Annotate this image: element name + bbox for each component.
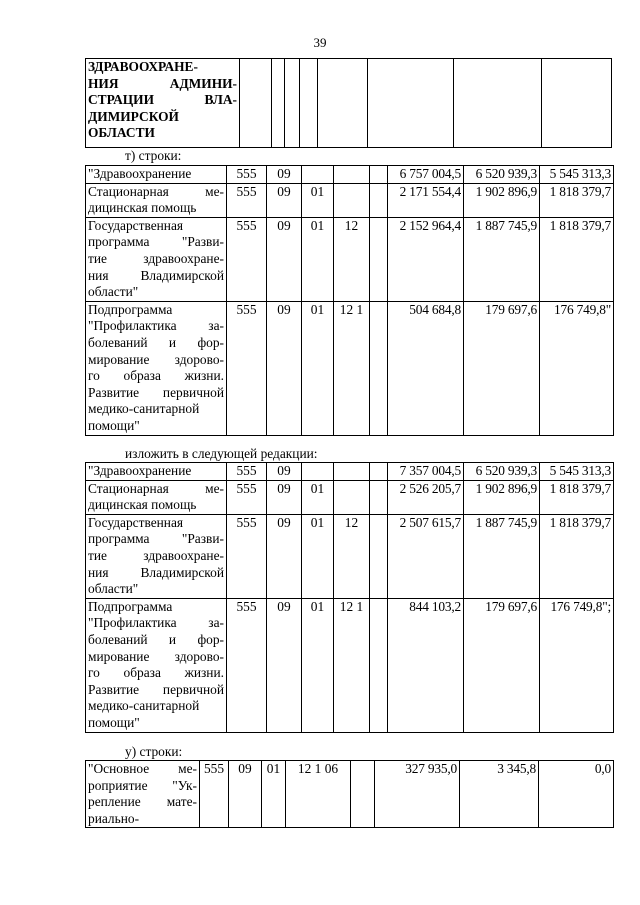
caption-u: у) строки: bbox=[125, 744, 183, 759]
row-name-line: Развитие первичной bbox=[88, 384, 224, 400]
empty-cell bbox=[318, 59, 368, 148]
amount-year-3: 1 818 379,7 bbox=[540, 183, 614, 217]
subsection-code bbox=[302, 166, 334, 184]
row-name-line: программа "Разви- bbox=[88, 531, 224, 547]
row-name bbox=[86, 480, 227, 514]
row-name bbox=[86, 761, 200, 828]
expense-type-code bbox=[370, 514, 388, 598]
amount-year-1: 2 507 615,7 bbox=[388, 514, 464, 598]
row-name-line: области" bbox=[88, 284, 139, 300]
subsection-code: 01 bbox=[302, 183, 334, 217]
row-name-line: Подпрограмма bbox=[88, 301, 173, 317]
subsection-code: 01 bbox=[302, 480, 334, 514]
budget-table-u bbox=[85, 760, 614, 828]
row-name-line: Государственная bbox=[88, 217, 184, 233]
target-article-code: 12 bbox=[334, 514, 370, 598]
amount-year-3: 1 818 379,7 bbox=[540, 480, 614, 514]
heading-line: НИЯ АДМИНИ- bbox=[88, 75, 237, 91]
table-row bbox=[86, 217, 614, 301]
table-row bbox=[86, 166, 614, 184]
expense-type-code bbox=[370, 301, 388, 435]
row-name-line: Подпрограмма bbox=[88, 598, 173, 614]
table-row bbox=[86, 761, 614, 828]
ministry-code: 555 bbox=[227, 183, 267, 217]
target-article-code: 12 bbox=[334, 217, 370, 301]
row-name-line: "Основное ме- bbox=[88, 761, 197, 776]
section-code: 09 bbox=[229, 761, 262, 828]
ministry-code: 555 bbox=[227, 217, 267, 301]
row-name-line: "Здравоохранение bbox=[88, 463, 192, 478]
amount-year-1: 7 357 004,5 bbox=[388, 463, 464, 481]
row-name-line: мирование здорово- bbox=[88, 648, 224, 664]
expense-type-code bbox=[370, 166, 388, 184]
target-article-code: 12 1 bbox=[334, 598, 370, 732]
row-name-line: Развитие первичной bbox=[88, 681, 224, 697]
amount-year-1: 6 757 004,5 bbox=[388, 166, 464, 184]
amount-year-3: 0,0 bbox=[539, 761, 614, 828]
table-row bbox=[86, 301, 614, 435]
amount-year-2: 6 520 939,3 bbox=[464, 463, 540, 481]
caption-replace: изложить в следующей редакции: bbox=[125, 446, 318, 461]
amount-year-1: 2 152 964,4 bbox=[388, 217, 464, 301]
target-article-code: 12 1 bbox=[334, 301, 370, 435]
ministry-code: 555 bbox=[227, 514, 267, 598]
target-article-code bbox=[334, 480, 370, 514]
amount-year-2: 1 887 745,9 bbox=[464, 514, 540, 598]
amount-year-1: 504 684,8 bbox=[388, 301, 464, 435]
amount-year-3: 176 749,8"; bbox=[540, 598, 614, 732]
row-name-line: Стационарная ме- bbox=[88, 183, 224, 199]
section-code: 09 bbox=[267, 514, 302, 598]
amount-year-3: 1 818 379,7 bbox=[540, 514, 614, 598]
expense-type-code bbox=[351, 761, 375, 828]
section-code: 09 bbox=[267, 598, 302, 732]
row-name-line: "Здравоохранение bbox=[88, 166, 192, 181]
row-name-line: болеваний и фор- bbox=[88, 631, 224, 647]
row-name-line: риально- bbox=[88, 810, 140, 826]
page-number: 39 bbox=[313, 35, 327, 50]
ministry-code: 555 bbox=[227, 480, 267, 514]
row-name-line: роприятие "Ук- bbox=[88, 777, 197, 793]
target-article-code bbox=[334, 166, 370, 184]
row-name-line: медико-санитарной bbox=[88, 401, 200, 417]
ministry-code: 555 bbox=[200, 761, 229, 828]
expense-type-code bbox=[370, 598, 388, 732]
amount-year-3: 5 545 313,3 bbox=[540, 166, 614, 184]
section-code: 09 bbox=[267, 217, 302, 301]
row-name bbox=[86, 217, 227, 301]
empty-cell bbox=[368, 59, 454, 148]
row-name-line: области" bbox=[88, 581, 139, 597]
budget-table-new bbox=[85, 462, 614, 733]
subsection-code bbox=[302, 463, 334, 481]
section-code: 09 bbox=[267, 480, 302, 514]
ministry-code: 555 bbox=[227, 463, 267, 481]
amount-year-1: 844 103,2 bbox=[388, 598, 464, 732]
row-name-line: мирование здорово- bbox=[88, 351, 224, 367]
amount-year-3: 1 818 379,7 bbox=[540, 217, 614, 301]
row-name-line: "Профилактика за- bbox=[88, 318, 224, 334]
subsection-code: 01 bbox=[302, 598, 334, 732]
amount-year-2: 179 697,6 bbox=[464, 301, 540, 435]
heading-line: ДИМИРСКОЙ bbox=[88, 108, 179, 124]
table-row bbox=[86, 514, 614, 598]
amount-year-2: 3 345,8 bbox=[460, 761, 539, 828]
row-name-line: программа "Разви- bbox=[88, 234, 224, 250]
amount-year-3: 5 545 313,3 bbox=[540, 463, 614, 481]
row-name-line: "Профилактика за- bbox=[88, 615, 224, 631]
target-article-code bbox=[334, 183, 370, 217]
table-row bbox=[86, 463, 614, 481]
ministry-code: 555 bbox=[227, 598, 267, 732]
ministry-code: 555 bbox=[227, 166, 267, 184]
budget-table-old bbox=[85, 165, 614, 436]
expense-type-code bbox=[370, 463, 388, 481]
row-name-line: ния Владимирской bbox=[88, 267, 224, 283]
empty-cell bbox=[542, 59, 612, 148]
heading-table bbox=[85, 58, 612, 148]
row-name-line: дицинская помощь bbox=[88, 497, 197, 513]
expense-type-code bbox=[370, 217, 388, 301]
row-name-line: ния Владимирской bbox=[88, 564, 224, 580]
amount-year-2: 1 902 896,9 bbox=[464, 480, 540, 514]
section-heading bbox=[86, 59, 240, 148]
heading-line: ЗДРАВООХРАНЕ- bbox=[88, 59, 198, 74]
amount-year-1: 2 526 205,7 bbox=[388, 480, 464, 514]
amount-year-1: 327 935,0 bbox=[375, 761, 460, 828]
row-name-line: дицинская помощь bbox=[88, 200, 197, 216]
expense-type-code bbox=[370, 183, 388, 217]
empty-cell bbox=[272, 59, 285, 148]
row-name-line: помощи" bbox=[88, 714, 140, 730]
section-code: 09 bbox=[267, 183, 302, 217]
amount-year-3: 176 749,8" bbox=[540, 301, 614, 435]
empty-cell bbox=[240, 59, 272, 148]
row-name-line: го образа жизни. bbox=[88, 665, 224, 681]
row-name-line: го образа жизни. bbox=[88, 368, 224, 384]
row-name bbox=[86, 598, 227, 732]
empty-cell bbox=[300, 59, 318, 148]
row-name bbox=[86, 166, 227, 184]
row-name bbox=[86, 301, 227, 435]
row-name-line: помощи" bbox=[88, 417, 140, 433]
row-name bbox=[86, 463, 227, 481]
empty-cell bbox=[285, 59, 300, 148]
section-code: 09 bbox=[267, 463, 302, 481]
table-row bbox=[86, 598, 614, 732]
table-row bbox=[86, 480, 614, 514]
subsection-code: 01 bbox=[302, 514, 334, 598]
row-name-line: тие здравоохране- bbox=[88, 547, 224, 563]
row-name-line: тие здравоохране- bbox=[88, 250, 224, 266]
heading-line: ОБЛАСТИ bbox=[88, 125, 155, 141]
ministry-code: 555 bbox=[227, 301, 267, 435]
heading-line: СТРАЦИИ ВЛА- bbox=[88, 92, 237, 108]
section-code: 09 bbox=[267, 166, 302, 184]
target-article-code: 12 1 06 bbox=[286, 761, 351, 828]
subsection-code: 01 bbox=[302, 301, 334, 435]
amount-year-2: 1 902 896,9 bbox=[464, 183, 540, 217]
amount-year-2: 179 697,6 bbox=[464, 598, 540, 732]
amount-year-2: 1 887 745,9 bbox=[464, 217, 540, 301]
table-row bbox=[86, 183, 614, 217]
amount-year-2: 6 520 939,3 bbox=[464, 166, 540, 184]
amount-year-1: 2 171 554,4 bbox=[388, 183, 464, 217]
section-code: 09 bbox=[267, 301, 302, 435]
row-name-line: репление мате- bbox=[88, 794, 197, 810]
row-name bbox=[86, 183, 227, 217]
target-article-code bbox=[334, 463, 370, 481]
row-name-line: Стационарная ме- bbox=[88, 480, 224, 496]
empty-cell bbox=[454, 59, 542, 148]
subsection-code: 01 bbox=[302, 217, 334, 301]
row-name bbox=[86, 514, 227, 598]
row-name-line: болеваний и фор- bbox=[88, 334, 224, 350]
expense-type-code bbox=[370, 480, 388, 514]
subsection-code: 01 bbox=[262, 761, 286, 828]
row-name-line: Государственная bbox=[88, 514, 184, 530]
caption-t: т) строки: bbox=[125, 148, 182, 163]
row-name-line: медико-санитарной bbox=[88, 698, 200, 714]
